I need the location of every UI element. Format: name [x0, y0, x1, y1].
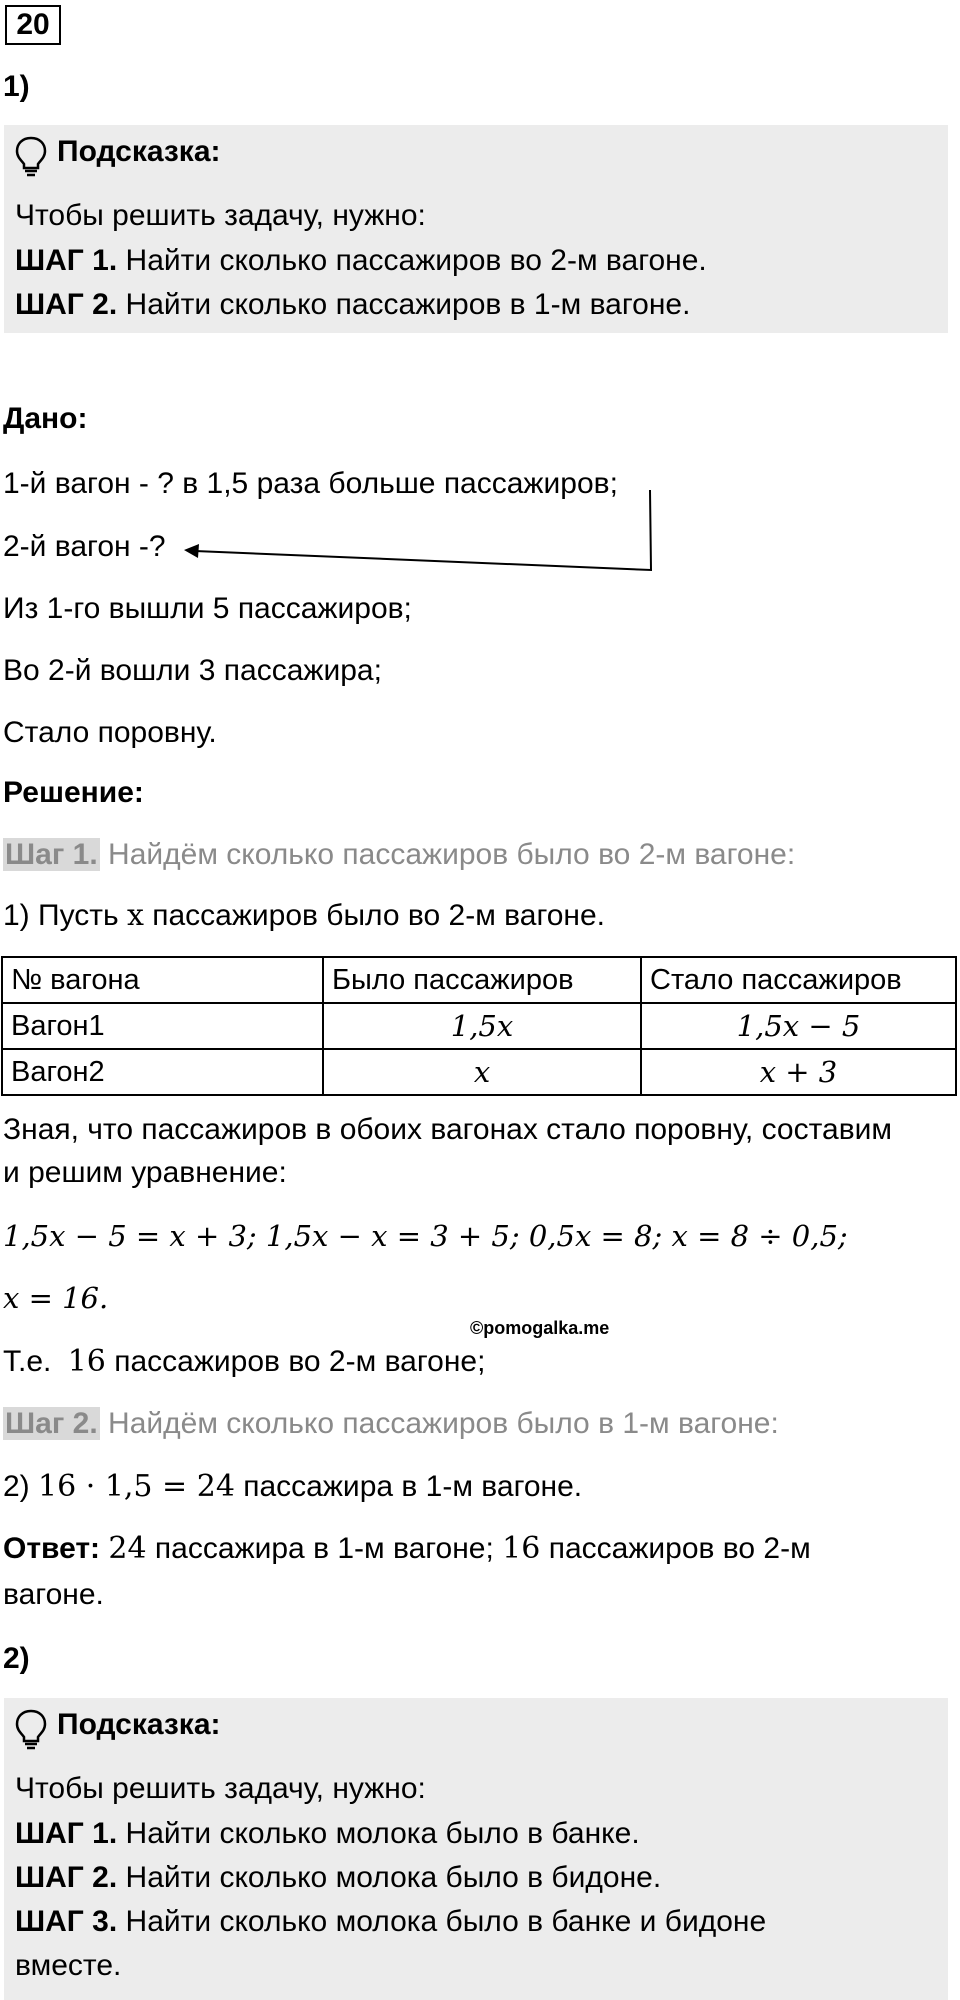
task-number: 20: [5, 5, 61, 45]
table-cell: 1,5x: [323, 1003, 641, 1049]
table-cell: 1,5x − 5: [641, 1003, 956, 1049]
table-cell: Вагон1: [2, 1003, 323, 1049]
hint-step-label: ШАГ 1.: [15, 244, 118, 277]
variable-x: x: [126, 898, 144, 933]
hint-step: [15, 1905, 766, 1939]
step1-line: [3, 838, 795, 873]
hint-step-continuation: вместе.: [15, 1949, 122, 1982]
hint-intro: Чтобы решить задачу, нужно:: [15, 199, 426, 232]
hint-step-text: Найти сколько молока было в банке.: [125, 1817, 640, 1850]
passengers-table: [1, 956, 957, 1096]
table-header: Стало пассажиров: [641, 957, 956, 1003]
equation-line: 1,5x − 5 = x + 3; 1,5x − x = 3 + 5; 0,5x = 8; x = 8 ÷ 0,5;: [3, 1219, 848, 1253]
lightbulb-icon: [14, 135, 48, 177]
answer-line: [3, 1532, 811, 1567]
hint-step: [15, 244, 707, 278]
step-label: Шаг 1.: [5, 838, 98, 871]
table-cell: x: [323, 1049, 641, 1095]
hint-title: Подсказка:: [57, 1708, 221, 1741]
given-line: 1-й вагон - ? в 1,5 раза больше пассажиров;: [3, 467, 618, 500]
hint-step-text: Найти сколько пассажиров во 2-м вагоне.: [125, 244, 707, 277]
relation-arrow: [170, 480, 670, 580]
answer-continuation: вагоне.: [3, 1578, 104, 1611]
answer-text: пассажира в 1-м вагоне;: [154, 1532, 494, 1565]
given-line: Из 1-го вышли 5 пассажиров;: [3, 592, 412, 625]
answer-label: Ответ:: [3, 1532, 101, 1565]
hint-intro: Чтобы решить задачу, нужно:: [15, 1772, 426, 1805]
part2-label: 2): [3, 1642, 30, 1675]
hint-step: [15, 288, 690, 322]
hint-box-1: [4, 125, 948, 333]
table-header-row: [2, 957, 956, 1003]
hint-step: [15, 1861, 661, 1895]
hint-box-2: [4, 1698, 948, 2000]
hint-step-text: Найти сколько молока было в банке и бидоне: [125, 1905, 767, 1938]
step-label: Шаг 2.: [5, 1407, 98, 1440]
hint-step-text: Найти сколько молока было в бидоне.: [125, 1861, 662, 1894]
table-cell: x + 3: [641, 1049, 956, 1095]
reasoning-line: и решим уравнение:: [3, 1156, 287, 1189]
part1-label: 1): [3, 70, 30, 103]
answer-text: пассажиров во 2-м: [548, 1532, 811, 1565]
answer-number: 24: [108, 1531, 147, 1566]
hint-step-label: ШАГ 3.: [15, 1905, 118, 1938]
table-row: [2, 1003, 956, 1049]
conclusion-suffix: пассажиров во 2-м вагоне;: [114, 1345, 486, 1378]
equation-line: x = 16.: [3, 1281, 109, 1315]
calc-prefix: 2): [3, 1470, 30, 1503]
hint-step-label: ШАГ 1.: [15, 1817, 118, 1850]
calc-suffix: пассажира в 1-м вагоне.: [243, 1470, 583, 1503]
step-text: Найдём сколько пассажиров было во 2-м вагоне:: [108, 838, 796, 871]
given-line: 2-й вагон -?: [3, 530, 166, 563]
hint-step: [15, 1817, 640, 1851]
let-prefix: 1) Пусть: [3, 899, 119, 932]
conclusion-number: 16: [67, 1344, 106, 1379]
given-line: Во 2-й вошли 3 пассажира;: [3, 654, 382, 687]
answer-number: 16: [502, 1531, 541, 1566]
given-heading: Дано:: [3, 402, 88, 435]
calc-expression: 16 · 1,5 = 24: [38, 1469, 235, 1504]
watermark: ©pomogalka.me: [470, 1318, 610, 1338]
hint-step-label: ШАГ 2.: [15, 288, 118, 321]
let-suffix: пассажиров было во 2-м вагоне.: [152, 899, 606, 932]
reasoning-line: Зная, что пассажиров в обоих вагонах стало поровну, составим: [3, 1113, 893, 1146]
step-text: Найдём сколько пассажиров было в 1-м вагоне:: [108, 1407, 779, 1440]
table-header: № вагона: [2, 957, 323, 1003]
step2-line: [3, 1407, 779, 1442]
conclusion-prefix: Т.е.: [3, 1345, 52, 1378]
lightbulb-icon: [14, 1708, 48, 1750]
conclusion-line: [3, 1345, 485, 1380]
hint-step-label: ШАГ 2.: [15, 1861, 118, 1894]
hint-title: Подсказка:: [57, 135, 221, 168]
calc-line: [3, 1470, 582, 1505]
solution-heading: Решение:: [3, 776, 144, 809]
hint-step-text: Найти сколько пассажиров в 1-м вагоне.: [125, 288, 691, 321]
given-line: Стало поровну.: [3, 716, 217, 749]
let-x-line: [3, 899, 605, 934]
table-cell: Вагон2: [2, 1049, 323, 1095]
table-row: [2, 1049, 956, 1095]
table-header: Было пассажиров: [323, 957, 641, 1003]
